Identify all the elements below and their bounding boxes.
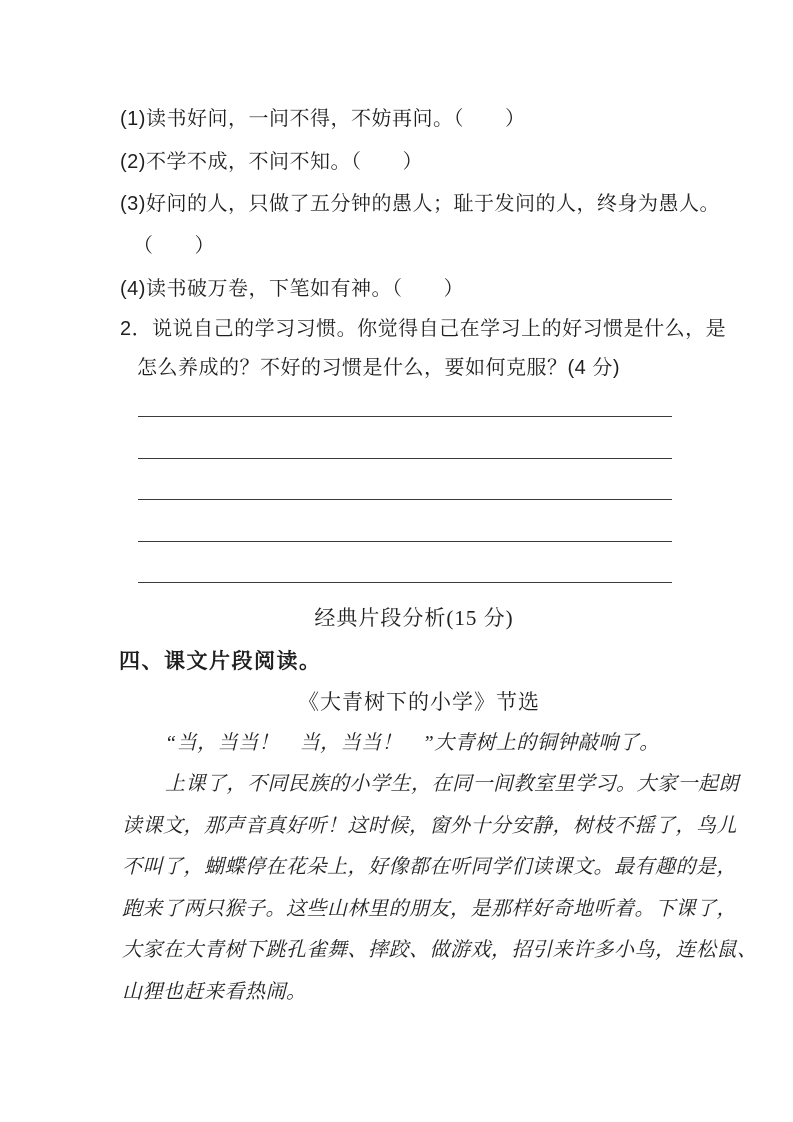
answer-line bbox=[138, 416, 672, 417]
passage-line: 跑来了两只猴子。这些山林里的朋友，是那样好奇地听着。下课了， bbox=[122, 898, 737, 920]
answer-line bbox=[138, 541, 672, 542]
q1-item-4: (4)读书破万卷，下笔如有神。（ ） bbox=[120, 278, 464, 300]
q1-item-3: (3)好问的人，只做了五分钟的愚人；耻于发问的人，终身为愚人。 bbox=[120, 193, 720, 215]
q2-prompt-line-2: 怎么养成的？不好的习惯是什么，要如何克服？(4 分) bbox=[137, 357, 620, 379]
passage-line: 上课了，不同民族的小学生，在同一间教室里学习。大家一起朗 bbox=[165, 773, 739, 795]
q2-prompt-line-1: 2．说说自己的学习习惯。你觉得自己在学习上的好习惯是什么，是 bbox=[120, 318, 727, 340]
section-heading: 经典片段分析(15 分) bbox=[314, 606, 514, 630]
passage-line: 不叫了，蝴蝶停在花朵上，好像都在听同学们读课文。最有趣的是， bbox=[122, 856, 737, 878]
part4-heading: 四、课文片段阅读。 bbox=[119, 650, 322, 673]
passage-line: 山狸也赶来看热闹。 bbox=[122, 981, 307, 1003]
q1-item-3-answer-brackets: （ ） bbox=[133, 235, 215, 257]
passage-line: “当，当当！ 当，当当！ ”大青树上的铜钟敲响了。 bbox=[165, 732, 660, 754]
answer-line bbox=[138, 582, 672, 583]
passage-title: 《大青树下的小学》节选 bbox=[298, 691, 540, 714]
passage-line: 读课文，那声音真好听！这时候，窗外十分安静，树枝不摇了，鸟儿 bbox=[122, 815, 737, 837]
answer-line bbox=[138, 458, 672, 459]
q1-item-1: (1)读书好问，一问不得，不妨再问。（ ） bbox=[120, 108, 526, 130]
answer-line bbox=[138, 499, 672, 500]
passage-line: 大家在大青树下跳孔雀舞、摔跤、做游戏，招引来许多小鸟，连松鼠、 bbox=[122, 939, 758, 961]
q1-item-2: (2)不学不成，不问不知。（ ） bbox=[120, 151, 423, 173]
